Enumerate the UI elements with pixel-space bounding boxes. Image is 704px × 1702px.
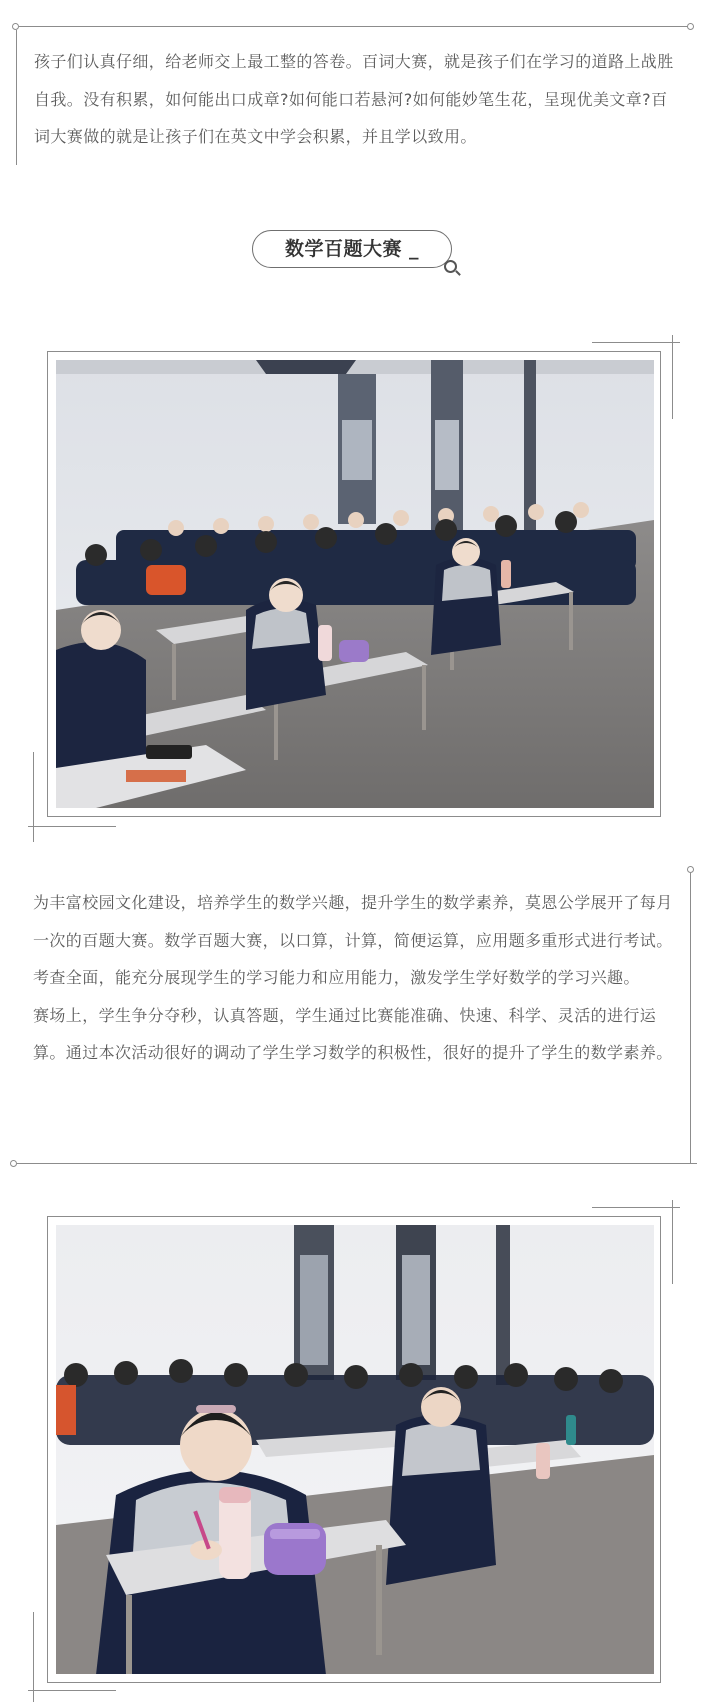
photo2-corner-line-right bbox=[672, 1200, 673, 1284]
photo1-corner-line-top bbox=[592, 342, 680, 343]
intro-text: 孩子们认真仔细，给老师交上最工整的答卷。百词大赛，就是孩子们在学习的道路上战胜自我。没有积累，如何能出口成章?如何能口若悬河?如何能妙笔生花，呈现优美文章?百词大赛做的就是让孩子们在英文中学会积累，并且学以致用。 bbox=[34, 52, 674, 146]
magnifier-icon bbox=[444, 260, 457, 273]
photo-classroom-exam-closeup bbox=[56, 1225, 654, 1674]
photo2-corner-line-left bbox=[33, 1612, 34, 1702]
photo1-corner-line-bottom bbox=[28, 826, 116, 827]
body-paragraphs bbox=[33, 884, 677, 1072]
frame-dot-top-left bbox=[12, 23, 19, 30]
frame-dot-mid-left bbox=[10, 1160, 17, 1167]
frame-dot-mid-right bbox=[687, 866, 694, 873]
photo2-illustration bbox=[56, 1225, 654, 1674]
section-title-badge bbox=[252, 230, 452, 268]
frame-line-bottom bbox=[17, 1163, 697, 1164]
frame-dot-top-right bbox=[687, 23, 694, 30]
photo2-corner-line-top bbox=[592, 1207, 680, 1208]
body-paragraph-2: 赛场上，学生争分夺秒，认真答题，学生通过比赛能准确、快速、科学、灵活的进行运算。通过本次活动很好的调动了学生学习数学的积极性，很好的提升了学生的数学素养。 bbox=[33, 1005, 673, 1062]
frame-line-top bbox=[19, 26, 691, 27]
photo2-corner-line-bottom bbox=[28, 1690, 116, 1691]
section-title: 数学百题大赛 _ bbox=[284, 238, 420, 260]
frame-line-left bbox=[16, 30, 17, 165]
frame-line-right bbox=[690, 873, 691, 1163]
photo1-corner-line-left bbox=[33, 752, 34, 842]
photo1-illustration bbox=[56, 360, 654, 808]
photo-classroom-exam-wide bbox=[56, 360, 654, 808]
intro-paragraph bbox=[34, 43, 678, 156]
body-paragraph-1: 为丰富校园文化建设，培养学生的数学兴趣，提升学生的数学素养，莫恩公学展开了每月一次的百题大赛。数学百题大赛，以口算，计算，简便运算，应用题多重形式进行考试。考查全面，能充分展现学生的学习能力和应用能力，激发学生学好数学的学习兴趣。 bbox=[33, 893, 673, 987]
photo1-corner-line-right bbox=[672, 335, 673, 419]
